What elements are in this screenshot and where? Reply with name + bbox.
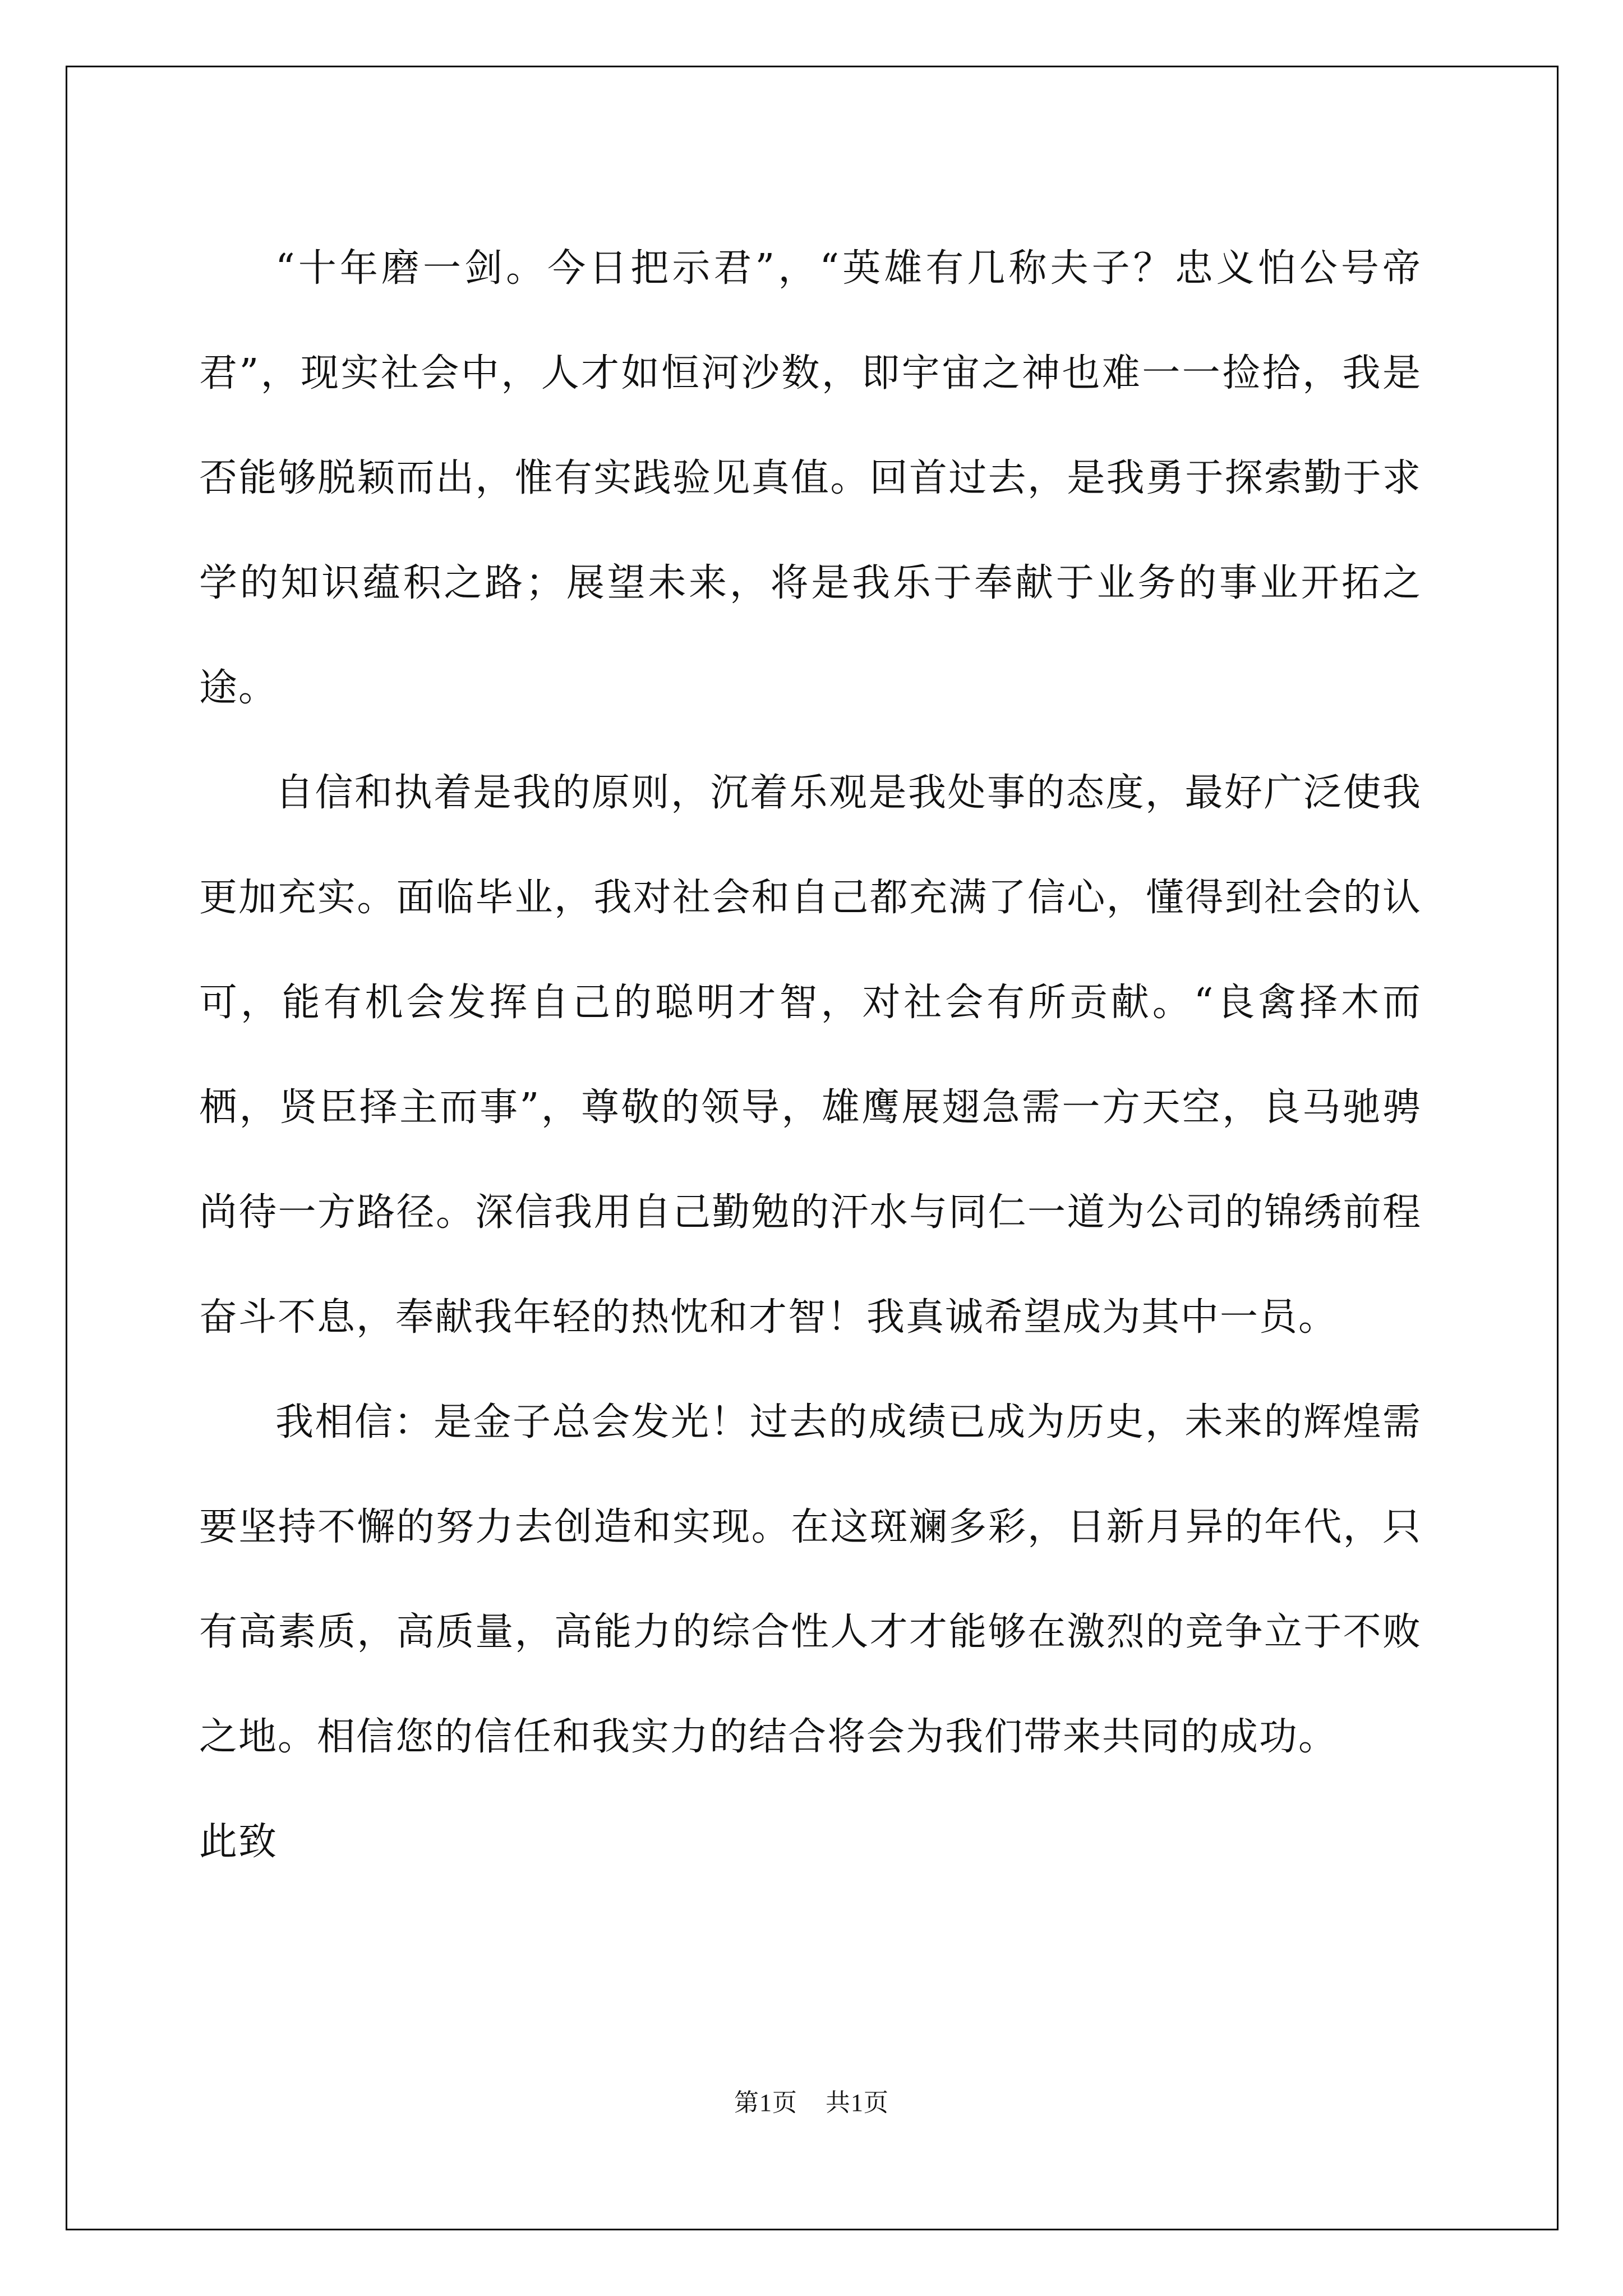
paragraph-2: 自信和执着是我的原则，沉着乐观是我处事的态度，最好广泛使我更加充实。面临毕业，我对社会和自己都充满了信心，懂得到社会的认可，能有机会发挥自己的聪明才智，对社会有所贡献。“良禽择木而栖，贤臣择主而事”，尊敬的领导，雄鹰展翅急需一方天空，良马驰骋尚待一方路径。深信我用自己勤勉的汗水与同仁一道为公司的锦绣前程奋斗不息，奉献我年轻的热忱和才智！我真诚希望成为其中一员。 bbox=[199, 771, 1422, 1340]
page-total: 共1页 bbox=[826, 2089, 889, 2116]
page-number: 第1页 bbox=[734, 2089, 797, 2116]
closing-salutation: 此致 bbox=[199, 1820, 278, 1864]
paragraph-3: 我相信：是金子总会发光！过去的成绩已成为历史，未来的辉煌需要坚持不懈的努力去创造和实现。在这斑斓多彩，日新月异的年代，只有高素质，高质量，高能力的综合性人才才能够在激烈的竞争立于不败之地。相信您的信任和我实力的结合将会为我们带来共同的成功。 bbox=[199, 1400, 1422, 1759]
page-footer bbox=[0, 2082, 1623, 2118]
document-body bbox=[199, 216, 1422, 1894]
paragraph-1: “十年磨一剑。今日把示君”，“英雄有几称夫子？忠义怕公号帝君”，现实社会中，人才如恒河沙数，即宇宙之神也难一一捡拾，我是否能够脱颖而出，惟有实践验见真值。回首过去，是我勇于探索勤于求学的知识蕴积之路；展望未来，将是我乐于奉献于业务的事业开拓之途。 bbox=[199, 246, 1422, 710]
